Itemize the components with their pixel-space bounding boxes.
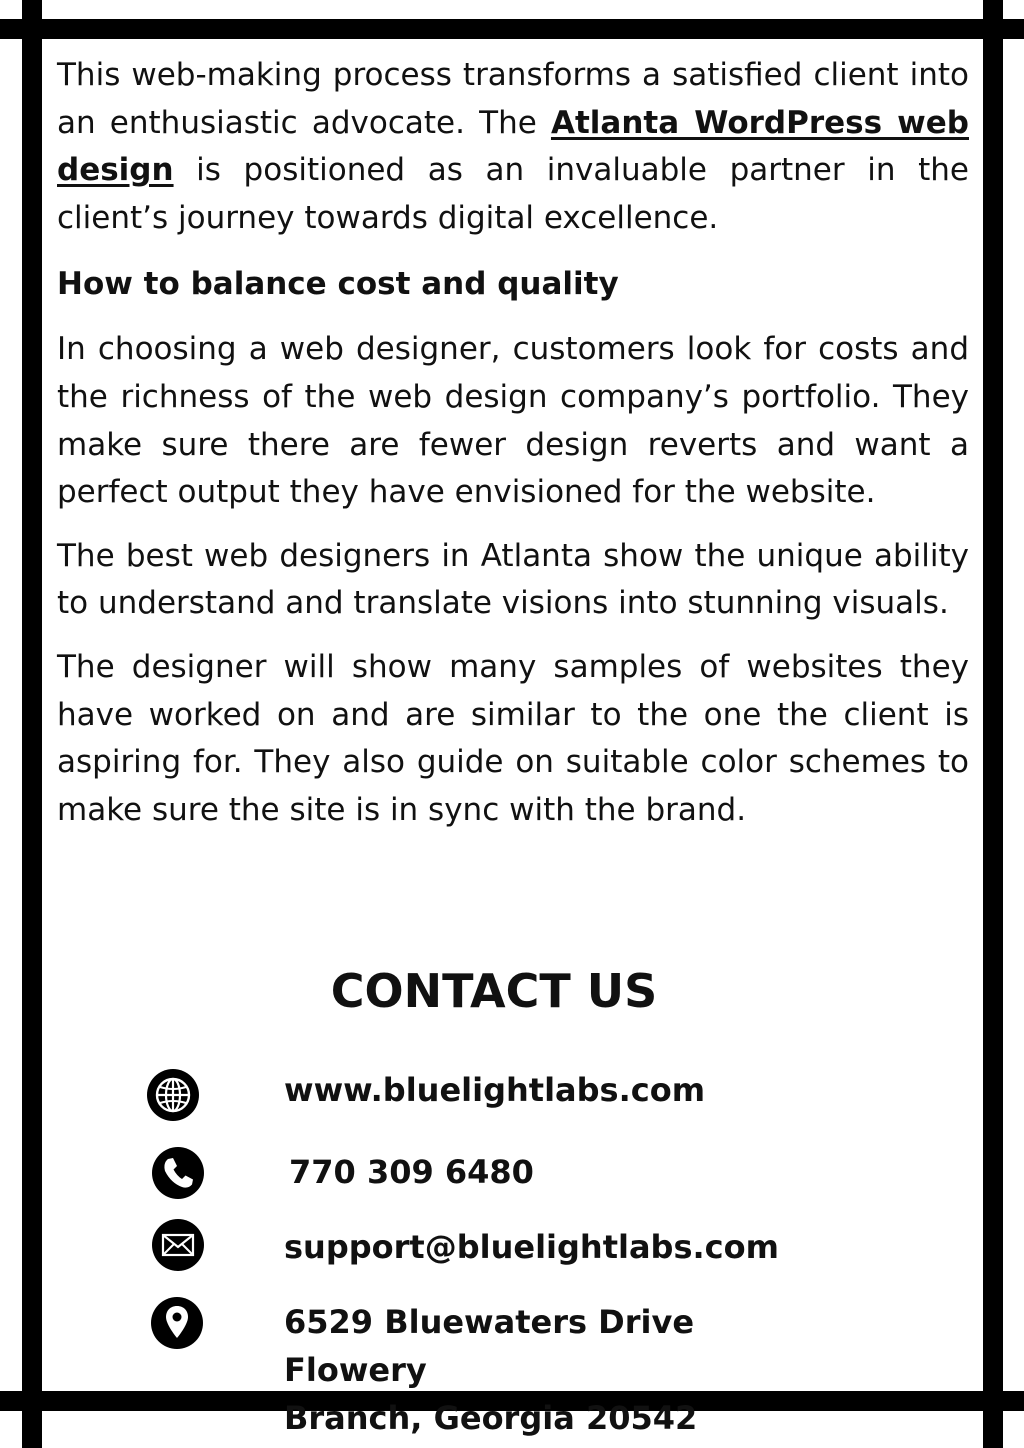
frame-right-border bbox=[983, 0, 1003, 1448]
phone-number[interactable]: 770 309 6480 bbox=[289, 1153, 534, 1191]
intro-text-end: is positioned as an invaluable partner in the client’s journey towards digital excellence. bbox=[57, 152, 969, 236]
envelope-icon bbox=[151, 1218, 205, 1272]
frame-top-border bbox=[0, 19, 1024, 39]
address-line-2: Branch, Georgia 20542 bbox=[284, 1399, 698, 1437]
website-link[interactable]: www.bluelightlabs.com bbox=[284, 1071, 706, 1109]
address-line-1: 6529 Bluewaters Drive Flowery bbox=[284, 1303, 695, 1389]
intro-paragraph bbox=[57, 52, 969, 242]
samples-paragraph: The designer will show many samples of websites they have worked on and are similar to the one the client is aspiring for. They also guide on suitable color schemes to make sure the site is in sync with the brand. bbox=[57, 648, 969, 828]
section-heading: How to balance cost and quality bbox=[57, 266, 619, 303]
location-pin-icon bbox=[150, 1296, 204, 1350]
frame-left-border bbox=[22, 0, 42, 1448]
cost-quality-paragraph: In choosing a web designer, customers look for costs and the richness of the web design company’s portfolio. They make sure there are fewer design reverts and want a perfect output they have envisioned for the website. bbox=[57, 331, 969, 511]
globe-icon bbox=[146, 1068, 200, 1122]
address-text bbox=[284, 1298, 844, 1442]
atlanta-wordpress-link[interactable]: Atlanta WordPress web design bbox=[57, 104, 969, 189]
email-link[interactable]: support@bluelightlabs.com bbox=[284, 1228, 779, 1266]
phone-icon bbox=[151, 1146, 205, 1200]
article-body bbox=[57, 52, 969, 850]
contact-title: CONTACT US bbox=[330, 964, 658, 1018]
best-designers-paragraph: The best web designers in Atlanta show the unique ability to understand and translate visions into stunning visuals. bbox=[57, 537, 969, 622]
intro-text-start: This web-making process transforms a satisfied client into an enthusiastic advocate. The bbox=[57, 57, 969, 141]
